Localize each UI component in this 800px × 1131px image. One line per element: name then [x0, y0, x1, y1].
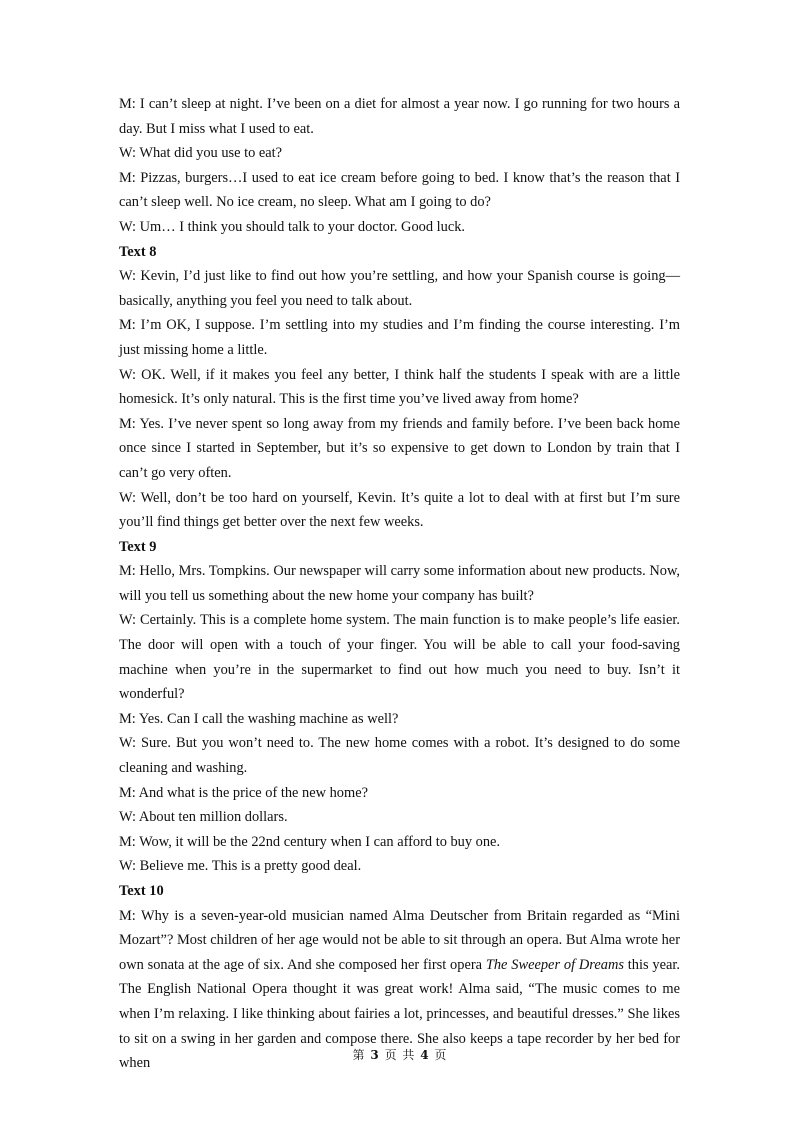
footer-middle: 页 共	[384, 1048, 416, 1062]
section-heading-text-10: Text 10	[119, 883, 164, 899]
total-page-count: 4	[420, 1048, 430, 1062]
paragraph: M: And what is the price of the new home?	[119, 784, 368, 801]
paragraph-text: M: Why is a seven-year-old musician named Alma Deutscher from Britain regarded as “Mini Mozart”? Most children of her age would not be able to sit through an opera. But Alma wrote her own sonata at the age of six. And she composed her first opera	[119, 907, 680, 973]
page-footer	[0, 1046, 800, 1063]
paragraph: W: Well, don’t be too hard on yourself, Kevin. It’s quite a lot to deal with at first but I’m sure you’ll find things get better over the next few weeks.	[119, 489, 680, 531]
paragraph: W: What did you use to eat?	[119, 145, 283, 162]
paragraph-text: this year. The English National Opera thought it was great work! Alma said, “The music comes to me when I’m relaxing. I like thinking about fairies a lot, princesses, and beautiful dresses.” She likes to sit on a swing in her garden and compose there. She also keeps a tape recorder by her bed for when	[119, 956, 680, 1072]
footer-suffix: 页	[434, 1048, 448, 1062]
paragraph: W: Believe me. This is a pretty good deal.	[119, 858, 362, 875]
paragraph: W: Certainly. This is a complete home system. The main function is to make people’s life easier. The door will open with a touch of your finger. You will be able to call your food-saving machine when you’re in the supermarket to find out how much you need to buy. Isn’t it wonderful?	[119, 612, 680, 703]
current-page-number: 3	[370, 1048, 380, 1062]
paragraph: W: OK. Well, if it makes you feel any better, I think half the students I speak with are a little homesick. It’s only natural. This is the first time you’ve lived away from home?	[119, 366, 680, 408]
section-heading-text-8: Text 8	[119, 243, 157, 260]
footer-prefix: 第	[352, 1048, 366, 1062]
opera-title: The Sweeper of Dreams	[485, 956, 624, 973]
paragraph: W: Kevin, I’d just like to find out how you’re settling, and how your Spanish course is going—basically, anything you feel you need to talk about.	[119, 268, 680, 309]
paragraph: M: I can’t sleep at night. I’ve been on a diet for almost a year now. I go running for two hours a day. But I miss what I used to eat.	[119, 96, 680, 137]
paragraph: M: Hello, Mrs. Tompkins. Our newspaper will carry some information about new products. Now, will you tell us something about the new home your company has built?	[119, 563, 680, 604]
paragraph: M: Pizzas, burgers…I used to eat ice cream before going to bed. I know that’s the reason that I can’t sleep well. No ice cream, no sleep. What am I going to do?	[119, 169, 680, 211]
section-heading-text-9: Text 9	[119, 538, 157, 555]
paragraph: M: I’m OK, I suppose. I’m settling into my studies and I’m finding the course interesting. I’m just missing home a little.	[119, 317, 680, 358]
paragraph: M: Yes. Can I call the washing machine as well?	[119, 710, 399, 727]
paragraph: M: Yes. I’ve never spent so long away from my friends and family before. I’ve been back home once since I started in September, but it’s so expensive to get down to London by train that I can’t go very often.	[119, 415, 680, 481]
paragraph: W: Sure. But you won’t need to. The new home comes with a robot. It’s designed to do some cleaning and washing.	[119, 735, 680, 777]
paragraph: W: About ten million dollars.	[119, 809, 288, 826]
document-body	[119, 92, 680, 1076]
paragraph: W: Um… I think you should talk to your doctor. Good luck.	[119, 218, 466, 235]
paragraph: M: Wow, it will be the 22nd century when I can afford to buy one.	[119, 833, 501, 850]
